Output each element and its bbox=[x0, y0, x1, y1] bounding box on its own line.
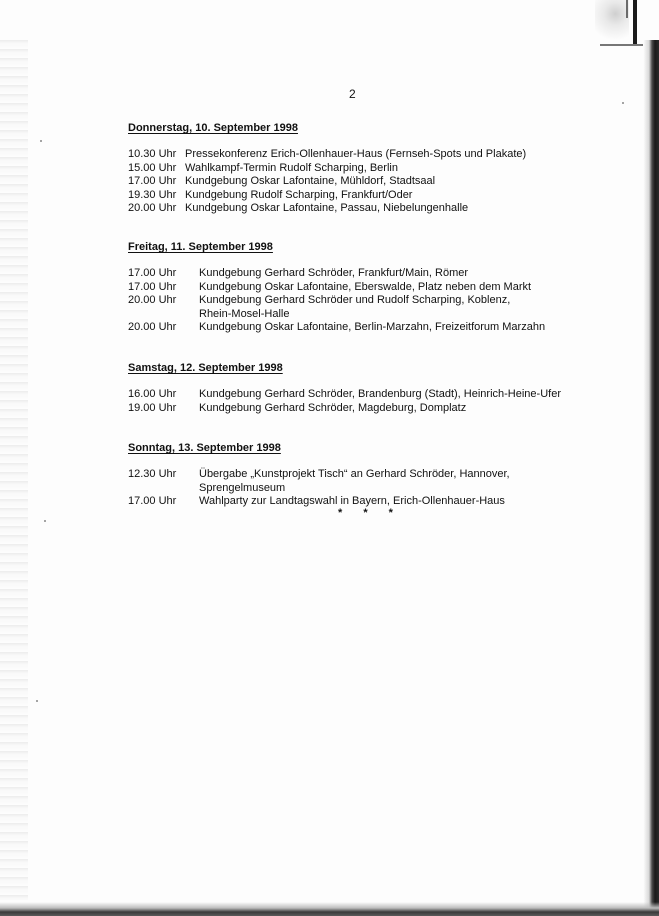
scan-shadow-right bbox=[643, 40, 659, 916]
entry-text: Übergabe „Kunstprojekt Tisch“ an Gerhard Schröder, Hannover, Sprengelmuseum bbox=[199, 468, 510, 494]
list-item bbox=[128, 468, 598, 495]
scan-edge-mark bbox=[633, 0, 637, 46]
scan-edge-mark bbox=[626, 0, 628, 18]
scan-shadow-bottom bbox=[0, 902, 659, 916]
list-item bbox=[128, 281, 598, 295]
list-item bbox=[128, 402, 598, 416]
entry-time: 17.00 Uhr bbox=[128, 280, 177, 293]
list-item bbox=[128, 189, 598, 203]
scan-smudge bbox=[595, 0, 629, 46]
day-heading: Donnerstag, 10. September 1998 bbox=[128, 122, 298, 134]
entry-time: 20.00 Uhr bbox=[128, 202, 177, 214]
scan-edge-mark bbox=[600, 44, 644, 46]
entry-list bbox=[128, 468, 598, 509]
scan-speck bbox=[44, 520, 46, 522]
entry-text: Pressekonferenz Erich-Ollenhauer-Haus (Fernseh-Spots und Plakate) bbox=[185, 148, 527, 160]
entry-text: Kundgebung Oskar Lafontaine, Mühldorf, Stadtsaal bbox=[185, 175, 436, 187]
entry-text: Kundgebung Oskar Lafontaine, Passau, Niebelungenhalle bbox=[185, 202, 469, 214]
list-item bbox=[128, 175, 598, 189]
list-item bbox=[128, 148, 598, 162]
list-item bbox=[128, 267, 598, 281]
entry-text: Kundgebung Gerhard Schröder, Brandenburg (Stadt), Heinrich-Heine-Ufer bbox=[199, 388, 561, 400]
entry-text: Kundgebung Gerhard Schröder, Magdeburg, Domplatz bbox=[199, 401, 467, 414]
entry-time: 15.00 Uhr bbox=[128, 161, 177, 174]
day-heading: Samstag, 12. September 1998 bbox=[128, 362, 283, 374]
list-item bbox=[128, 294, 598, 321]
entry-time: 17.00 Uhr bbox=[128, 175, 177, 187]
entry-time: 12.30 Uhr bbox=[128, 468, 177, 480]
scan-speck bbox=[622, 102, 624, 104]
entry-text: Wahlkampf-Termin Rudolf Scharping, Berlin bbox=[185, 161, 398, 174]
day-section-saturday bbox=[128, 361, 598, 415]
entry-time: 19.00 Uhr bbox=[128, 401, 177, 414]
list-item bbox=[128, 202, 598, 216]
list-item bbox=[128, 321, 598, 335]
day-section-friday bbox=[128, 240, 598, 335]
entry-list bbox=[128, 148, 598, 216]
scan-speck bbox=[40, 140, 42, 142]
entry-text: Kundgebung Gerhard Schröder, Frankfurt/Main, Römer bbox=[199, 267, 469, 279]
list-item bbox=[128, 162, 598, 176]
entry-text: Kundgebung Oskar Lafontaine, Berlin-Marzahn, Freizeitforum Marzahn bbox=[199, 321, 546, 333]
entry-list bbox=[128, 267, 598, 335]
scan-shadow-left bbox=[0, 40, 28, 900]
day-heading: Freitag, 11. September 1998 bbox=[128, 241, 273, 253]
entry-time: 16.00 Uhr bbox=[128, 388, 177, 400]
page-number: 2 bbox=[349, 87, 356, 101]
entry-list bbox=[128, 388, 598, 415]
entry-time: 20.00 Uhr bbox=[128, 321, 177, 333]
closing-asterisks: * * * bbox=[338, 507, 402, 519]
entry-time: 19.30 Uhr bbox=[128, 188, 177, 201]
day-heading: Sonntag, 13. September 1998 bbox=[128, 442, 281, 454]
entry-time: 17.00 Uhr bbox=[128, 495, 177, 507]
scan-speck bbox=[36, 700, 38, 702]
list-item bbox=[128, 388, 598, 402]
day-section-sunday bbox=[128, 441, 598, 509]
entry-text: Kundgebung Gerhard Schröder und Rudolf Scharping, Koblenz, Rhein-Mosel-Halle bbox=[199, 294, 511, 320]
entry-text: Wahlparty zur Landtagswahl in Bayern, Erich-Ollenhauer-Haus bbox=[199, 495, 505, 507]
entry-time: 10.30 Uhr bbox=[128, 148, 177, 160]
entry-time: 17.00 Uhr bbox=[128, 267, 177, 279]
entry-text: Kundgebung Rudolf Scharping, Frankfurt/Oder bbox=[185, 188, 413, 201]
day-section-thursday bbox=[128, 121, 598, 216]
entry-text: Kundgebung Oskar Lafontaine, Eberswalde, Platz neben dem Markt bbox=[199, 280, 532, 293]
entry-time: 20.00 Uhr bbox=[128, 294, 177, 306]
